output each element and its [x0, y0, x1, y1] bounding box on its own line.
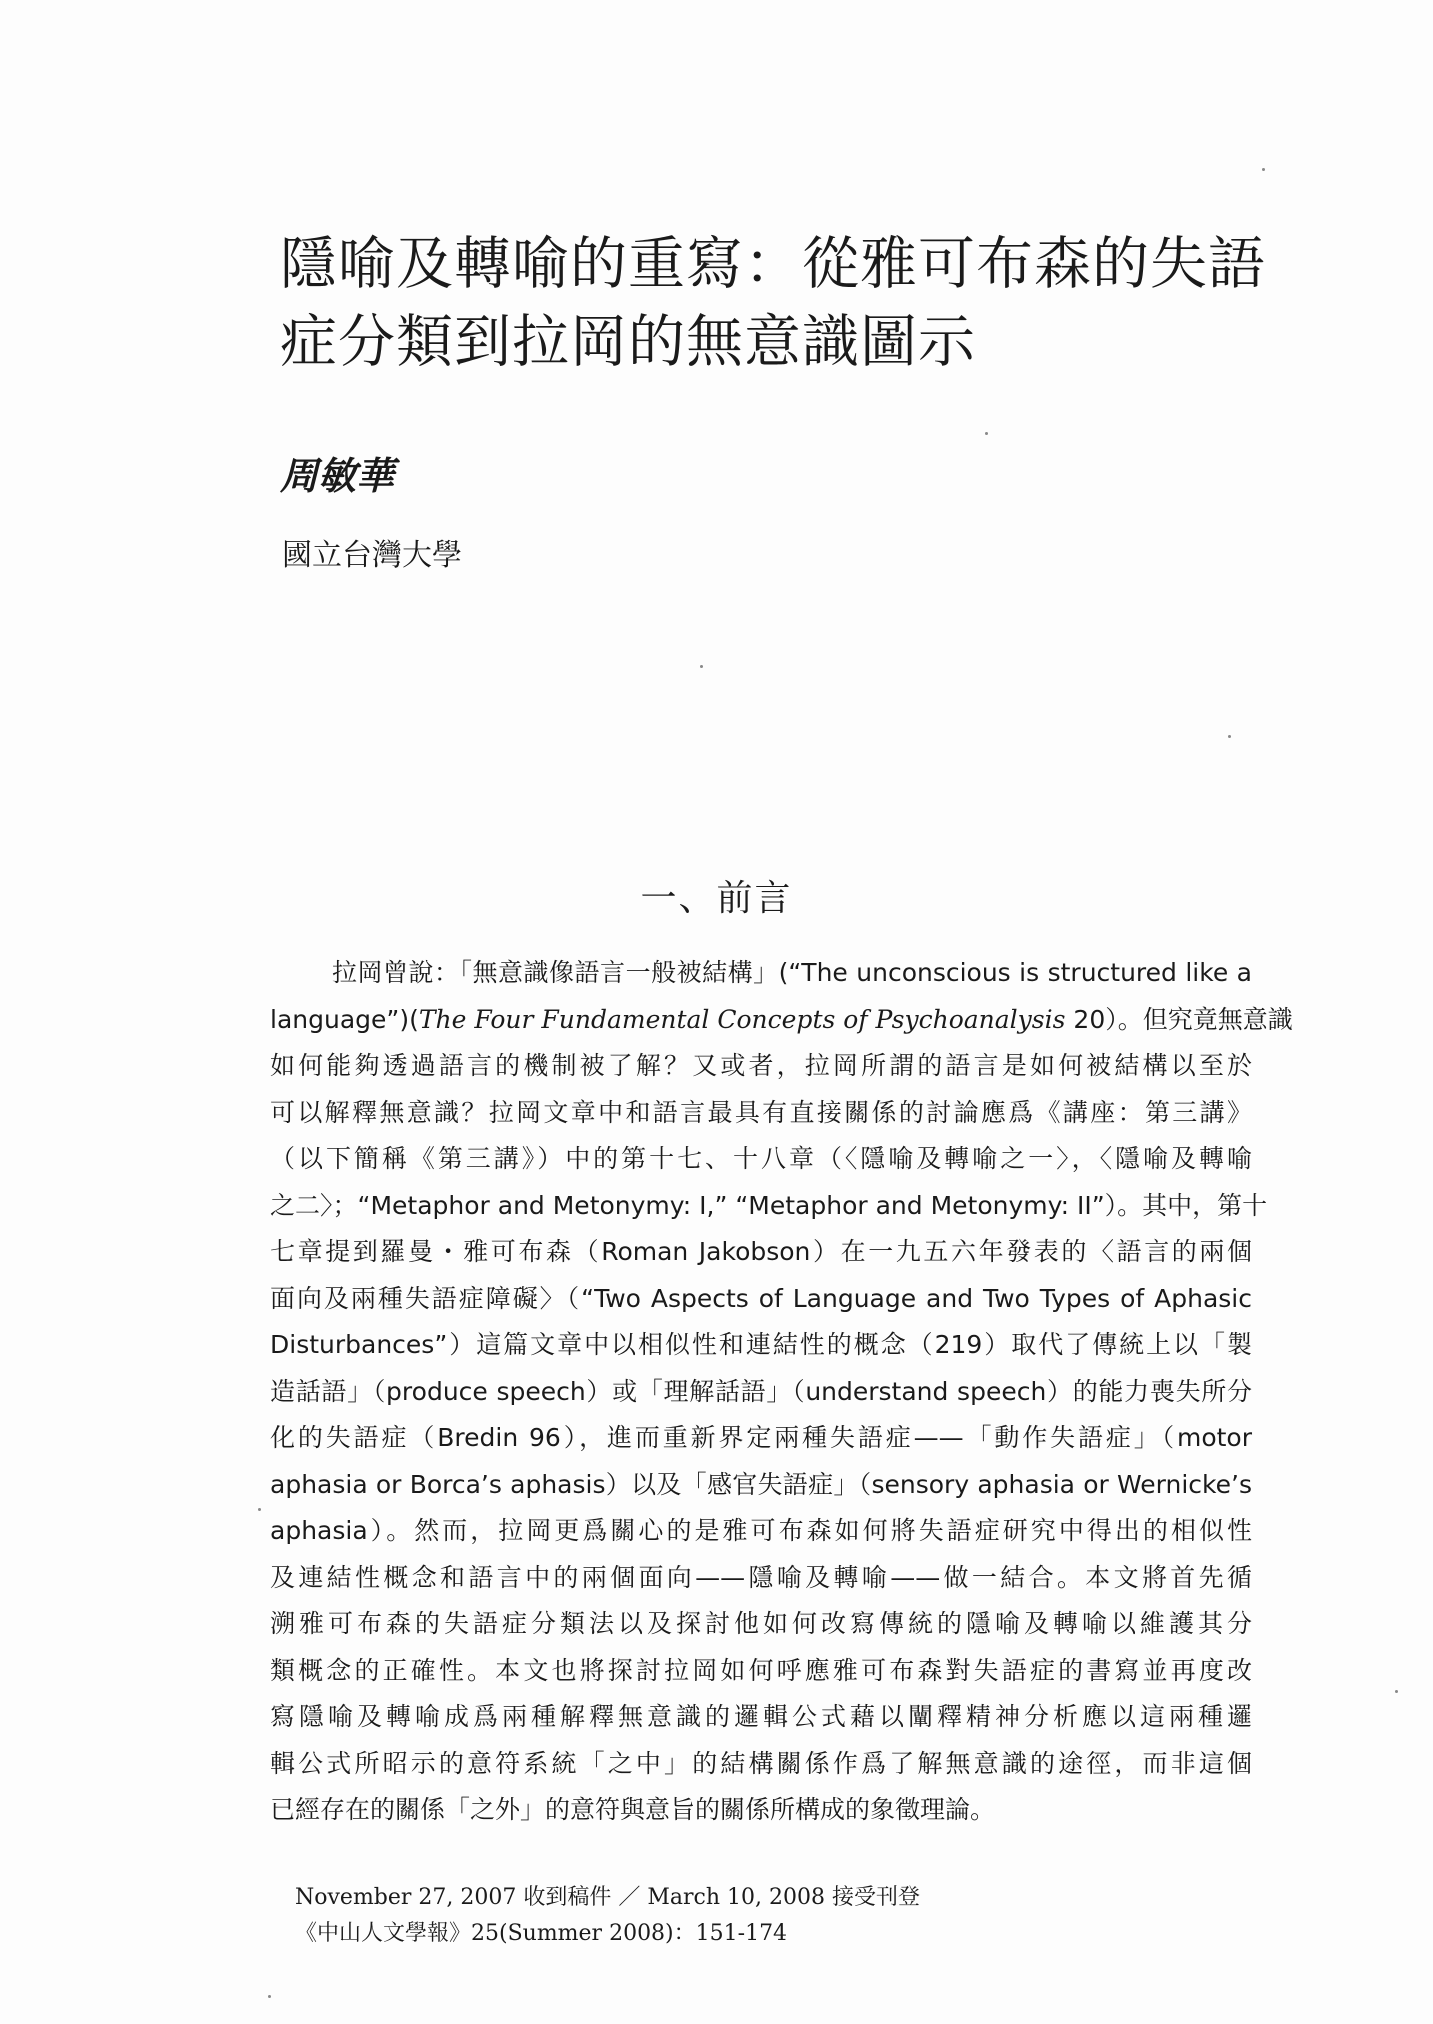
body-line-with-citation — [270, 997, 1293, 1044]
cited-book-title: The Four Fundamental Concepts of Psychoanalysis — [418, 1004, 1066, 1034]
author-name: 周敏華 — [280, 454, 395, 498]
body-line: （以下簡稱《第三講》）中的第十七、十八章（〈隱喻及轉喻之一〉，〈隱喻及轉喻 — [270, 1144, 1252, 1173]
body-line: aphasia or Borca’s aphasis）以及「感官失語症」（sensory aphasia or Wernicke’s — [270, 1469, 1252, 1499]
article-title-line-1: 隱喻及轉喻的重寫：從雅可布森的失語 — [280, 231, 1266, 297]
body-line: 造話語」（produce speech）或「理解話語」（understand speech）的能力喪失所分 — [270, 1376, 1252, 1406]
body-line: 拉岡曾說：「無意識像語言一般被結構」(“The unconscious is structured like a — [332, 958, 1252, 987]
body-paragraph — [270, 950, 1293, 1834]
section-heading: 一、前言 — [640, 878, 793, 919]
body-line: 如何能夠透過語言的機制被了解？又或者，拉岡所謂的語言是如何被結構以至於 — [270, 1051, 1252, 1080]
article-footer — [295, 1880, 920, 1952]
body-line: 溯雅可布森的失語症分類法以及探討他如何改寫傳統的隱喻及轉喻以維護其分 — [270, 1609, 1252, 1638]
journal-citation: 《中山人文學報》25(Summer 2008)：151-174 — [295, 1921, 788, 1946]
body-line: 面向及兩種失語症障礙〉（“Two Aspects of Language and Two Types of Aphasic — [270, 1283, 1252, 1313]
article-title-line-2: 症分類到拉岡的無意識圖示 — [280, 309, 976, 375]
body-line: 之二〉；“Metaphor and Metonymy: I,” “Metaphor and Metonymy: II”）。其中，第十 — [270, 1190, 1268, 1220]
body-line-fragment: 20）。但究竟無意識 — [1065, 1004, 1293, 1034]
scan-speck — [1262, 168, 1265, 171]
scan-speck — [1228, 735, 1231, 738]
body-line: Disturbances”）這篇文章中以相似性和連結性的概念（219）取代了傳統上以「製 — [270, 1330, 1252, 1359]
body-line: 及連結性概念和語言中的兩個面向——隱喻及轉喻——做一結合。本文將首先循 — [270, 1562, 1252, 1592]
body-line: aphasia）。然而，拉岡更爲關心的是雅可布森如何將失語症研究中得出的相似性 — [270, 1516, 1252, 1545]
scan-speck — [1395, 1690, 1398, 1693]
article-title — [280, 225, 1280, 381]
body-line: 可以解釋無意識？拉岡文章中和語言最具有直接關係的討論應爲《講座：第三講》 — [270, 1097, 1252, 1127]
body-line: 化的失語症（Bredin 96），進而重新界定兩種失語症——「動作失語症」（motor — [270, 1423, 1252, 1452]
body-line: 已經存在的關係「之外」的意符與意旨的關係所構成的象徵理論。 — [270, 1795, 996, 1824]
scan-speck — [700, 665, 703, 668]
body-line: 寫隱喻及轉喻成爲兩種解釋無意識的邏輯公式藉以闡釋精神分析應以這兩種邏 — [270, 1702, 1252, 1731]
scan-speck — [258, 1508, 261, 1511]
body-line: 七章提到羅曼・雅可布森（Roman Jakobson）在一九五六年發表的〈語言的兩個 — [270, 1237, 1252, 1266]
author-affiliation: 國立台灣大學 — [282, 538, 462, 573]
scan-speck — [985, 432, 988, 435]
body-line-fragment: language”)( — [270, 1004, 419, 1034]
body-line: 類概念的正確性。本文也將探討拉岡如何呼應雅可布森對失語症的書寫並再度改 — [270, 1655, 1252, 1685]
scan-speck — [268, 1995, 271, 1998]
body-line: 輯公式所昭示的意符系統「之中」的結構關係作爲了解無意識的途徑，而非這個 — [270, 1748, 1252, 1778]
received-accepted-dates: November 27, 2007 收到稿件 ／ March 10, 2008 接受刊登 — [295, 1885, 920, 1910]
